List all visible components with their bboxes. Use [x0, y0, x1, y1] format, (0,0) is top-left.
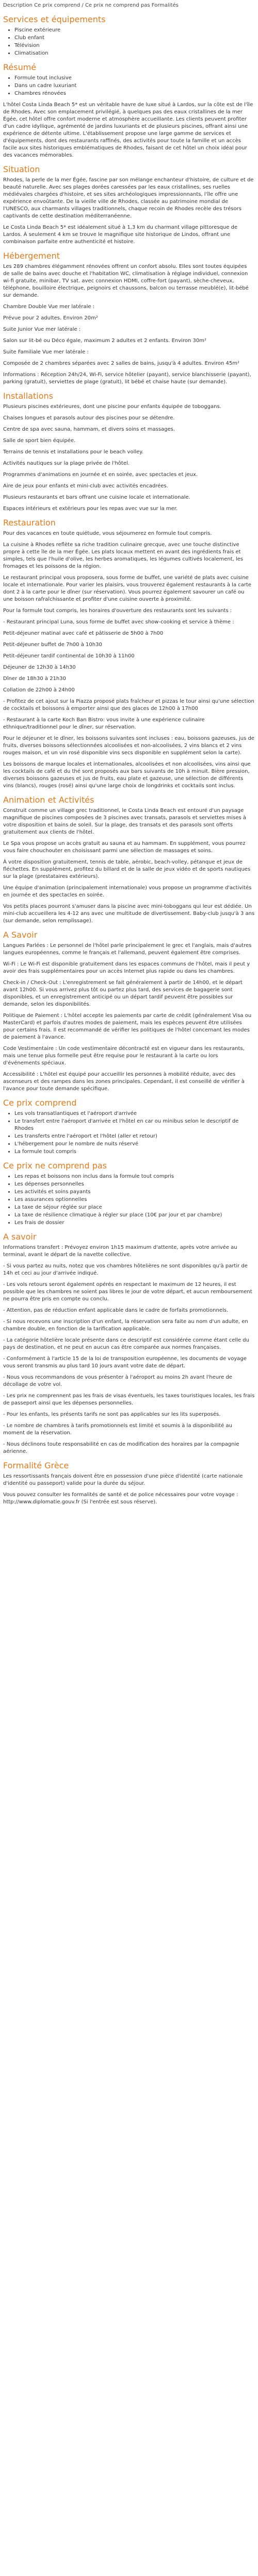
hebergement-p6: Suite Familiale Vue mer latérale : [3, 349, 89, 355]
installations-p8: Aire de jeux pour enfants et mini-club avec activités encadrées. [3, 483, 168, 489]
list-item: • Formule tout inclusive [14, 75, 255, 82]
savoir-p1: Langues Parlées : Le personnel de l'hôtel parle principalement le grec et l'anglais, mais d'autres langues européennes, comme le français et l'allemand, peuvent également être comprises. [3, 943, 252, 956]
ne-comprend-title: Ce prix ne comprend pas [3, 1161, 107, 1171]
installations-p9: Plusieurs restaurants et bars offrant une cuisine locale et internationale. [3, 495, 190, 500]
restauration-p2: La cuisine à Rhodes reflète sa riche tradition culinaire grecque, avec une touche distinctive propre à cette île de la mer Égée. Les plats locaux mettent en avant des ingrédients frais et simples, tels que l'huile d'olive, les herbes aromatiques, les légumes cultivés localement, les fromages et les poissons de la région. [3, 542, 244, 569]
list-item: • Les vols transatlantiques et l'aéroport d'arrivée [14, 1110, 255, 1117]
restauration-title: Restauration [3, 518, 56, 528]
avoir-p5: - Si nous recevons une inscription d'un enfant, la réservation sera faite au nom d'un adulte, en chambre double, en fonction de la tarification applicable. [3, 1319, 248, 1332]
formalite-title: Formalité Grèce [3, 1461, 69, 1470]
hebergement-p3: Prévue pour 2 adultes. Environ 20m² [3, 315, 98, 321]
savoir-p6: Accessibilité : L'hôtel est équipé pour accueillir les personnes à mobilité réduite, avec des ascenseurs et des rampes dans les zones principales. Cependant, il est conseillé de vérifier à l'avance pour toute demande spécifique. [3, 1072, 245, 1092]
list-item: • Chambres rénovées [14, 90, 255, 97]
list-item: • Les assurances optionnelles [14, 1196, 255, 1204]
hebergement-p1: Les 289 chambres élégamment rénovées offrent un confort absolu. Elles sont toutes équipées de salle de bains avec douche et l'habitation WC, climatisation à réglage individuel, connexion wi-fi gratuite, minibar, TV sat. avec connexion HDMI, coffre-fort (payant), sèche-cheveux, téléphone, bouilloire électrique, peignoirs et chaussons, balcon ou terrasse meublé(e), lit-bébé sur demande. [3, 264, 249, 298]
restauration-p6: Petit-déjeuner matinal avec café et pâtisserie de 5h00 à 7h00 [3, 631, 164, 636]
installations-title: Installations [3, 391, 53, 401]
restauration-p7: Petit-déjeuner buffet de 7h00 à 10h30 [3, 642, 102, 648]
avoir-p6: - La catégorie hôtelière locale présente dans ce descriptif est considérée comme étant celle du pays de destination, et ne peut en aucun cas être comparée aux normes françaises. [3, 1337, 249, 1350]
restauration-p4: Pour la formule tout compris, les horaires d'ouverture des restaurants sont les suivants : [3, 608, 232, 614]
resume-paragraph: L'hôtel Costa Linda Beach 5* est un véritable havre de luxe situé à Lardos, sur la côte est de l'île de Rhodes. Avec son emplacement privilégié, à quelques pas des eaux cristallines de la mer Égée, cet hôtel offre confort moderne et atmosphère accueillante. Les clients peuvent profiter d'un cadre idyllique, agrémenté de jardins luxuriants et de plusieurs piscines, offrant ainsi une expérience de détente ultime. L'établissement propose une large gamme de services et d'équipements, dont des restaurants raffinés, des activités pour toute la famille et un accès facile aux sites historiques emblématiques de Rhodes, faisant de cet hôtel un choix idéal pour des vacances mémorables. [3, 102, 253, 158]
resume-list [3, 75, 255, 97]
installations-p3: Centre de spa avec sauna, hammam, et divers soins et massages. [3, 427, 175, 432]
savoir-p3: Check-in / Check-Out : L'enregistrement se fait généralement à partir de 14h00, et le départ avant 12h00. Si vous arrivez plus tôt ou partez plus tard, des services de bagagerie sont disponibles, et un enregistrement anticipé ou un départ tardif peuvent être possibles sur demande, selon les disponibilités. [3, 980, 243, 1007]
list-item: • Piscine extérieure [14, 27, 255, 34]
formalite-p2: Vous pouvez consulter les formalités de santé et de police nécessaires pour votre voyage : http://www.diplomatie.gouv.fr (Si l'entrée est sous réserve). [3, 1492, 238, 1505]
avoir-p3: - Les vols retours seront également opérés en respectant le maximum de 12 heures, il est possible que les chambres ne soient pas libres le jour de votre départ, et aucun remboursement ne pourra être pris en compte ou conclu. [3, 1282, 252, 1302]
list-item: • Club enfant [14, 35, 255, 42]
hebergement-p2: Chambre Double Vue mer latérale : [3, 304, 95, 310]
restauration-p1: Pour des vacances en toute quiétude, vous séjournerez en formule tout compris. [3, 531, 212, 536]
intro-text: Description Ce prix comprend / Ce prix ne comprend pas Formalités [3, 3, 179, 8]
savoir-p4: Politique de Paiement : L'hôtel accepte les paiements par carte de crédit (généralement Visa ou MasterCard) et parfois d'autres modes de paiement, mais les espèces peuvent être utilisées pour certains frais. Il est recommandé de vérifier les politiques de l'hôtel concernant les modes de paiement à l'avance. [3, 1013, 252, 1040]
restauration-p13: - Restaurant à la carte Koch Ban Bistro: vous invite à une expérience culinaire ethnique/traditionnel pour le dîner, sur réservation. [3, 717, 205, 730]
restauration-p12: - Profitez de cet ajout sur la Piazza proposé plats fraîcheur et pizzas le tour ainsi qu'une sélection de cocktails et boissons à emporter ainsi que des glaces de 12h00 à 17h00 [3, 699, 254, 711]
list-item: • Télévision [14, 42, 255, 49]
situation-p1: Rhodes, la perle de la mer Égée, fascine par son mélange enchanteur d'histoire, de culture et de beauté naturelle. Avec ses plages dorées caressées par les eaux cristallines, ses ruelles médiévales chargées d'histoire, et ses sites archéologiques impressionnants, l'île offre une expérience envoûtante. De la vieille ville de Rhodes, classée au patrimoine mondial de l'UNESCO, aux charmants villages traditionnels, chaque recoin de Rhodes recèle des trésors captivants de cette destination méditerranéenne. [3, 177, 254, 219]
list-item: • Les activités et soins payants [14, 1189, 255, 1196]
restauration-p9: Déjeuner de 12h30 à 14h30 [3, 665, 76, 670]
savoir-p5: Code Vestimentaire : Un code vestimentaire décontracté est en vigueur dans les restaurants, mais une tenue plus formelle peut être requise pour le restaurant à la carte ou lors d'événements spéciaux. [3, 1046, 245, 1066]
list-item: • La formule tout compris [14, 1148, 255, 1156]
restauration-p8: Petit-déjeuner tardif continental de 10h30 à 11h00 [3, 653, 135, 659]
list-item: • Les dépenses personnelles [14, 1181, 255, 1188]
situation-p2: Le Costa Linda Beach 5* est idéalement situé à 1,3 km du charmant village pittoresque de Lardos. À seulement 4 km se trouve le magnifique site historique de Lindos, offrant une combinaison parfaite entre authenticité et histoire. [3, 225, 238, 245]
animation-p1: Construit comme un village grec traditionnel, le Costa Linda Beach est entouré d'un paysage magnifique de piscines composées de 3 piscines avec transats, parasols et serviettes mises à votre disposition et bains de soleil. Sur la plage, des transats et des parasols sont offerts gratuitement aux clients de l'hôtel. [3, 808, 247, 835]
list-item: • Dans un cadre luxuriant [14, 82, 255, 90]
resume-title: Résumé [3, 62, 37, 72]
installations-p2: Chaises longues et parasols autour des piscines pour se détendre. [3, 415, 175, 421]
services-title: Services et équipements [3, 14, 106, 24]
avoir-p9: - Les prix ne comprennent pas les frais de visas éventuels, les taxes touristiques locales, les frais de passeport ainsi que les dépenses personnelles. [3, 1393, 255, 1406]
restauration-p3: Le restaurant principal vous proposera, sous forme de buffet, une variété de plats avec cuisine locale et internationale. Pour varier les plaisirs, vous trouverez également restaurants à la carte dont 2 à la carte pour le dîner (sur réservation). Vous pourrez également savourer un café ou une boisson rafraîchissante et profiter d'une cuisine ouverte à proximité. [3, 575, 252, 602]
hebergement-p4: Suite Junior Vue mer latérale : [3, 327, 81, 332]
avoir-p4: - Attention, pas de réduction enfant applicable dans le cadre de forfaits promotionnels. [3, 1308, 229, 1313]
savoir-title: A Savoir [3, 930, 38, 940]
list-item: • La taxe de résilience climatique à régler sur place (10€ par jour et par chambre) [14, 1212, 255, 1219]
avoir-p8: - Nous vous recommandons de vous présenter à l'aéroport au moins 2h avant l'heure de décollage de votre vol. [3, 1375, 232, 1387]
list-item: • Les repas et boissons non inclus dans la formule tout compris [14, 1173, 255, 1180]
list-item: • Le transfert entre l'aéroport d'arrivée et l'hôtel en car ou minibus selon le descriptif de Rhodes [14, 1118, 255, 1132]
animation-title: Animation et Activités [3, 795, 94, 805]
installations-p5: Terrains de tennis et installations pour le beach volley. [3, 449, 143, 455]
list-item: • L'hébergement pour le nombre de nuits réservé [14, 1141, 255, 1148]
list-item: • Les frais de dossier [14, 1219, 255, 1227]
restauration-p10: Dîner de 18h30 à 21h30 [3, 676, 66, 682]
list-item: • Climatisation [14, 50, 255, 57]
animation-p3: À votre disposition gratuitement, tennis de table, aérobic, beach-volley, pétanque et jeux de fléchettes. En supplément, profitez du billard et de la salle de jeux vidéo et de sports nautiques sur la plage (prestataires extérieurs). [3, 859, 251, 879]
formalite-p1: Les ressortissants français doivent être en possession d'une pièce d'identité (carte nationale d'identité ou passeport) valide pour la durée du séjour. [3, 1473, 243, 1486]
avoir-p2: - Si vous partez au nuits, notez que vos chambres hôtelières ne sont disponibles qu'à partir de 14h et ceci au jour d'arrivée indiqué. [3, 1263, 248, 1276]
installations-p4: Salle de sport bien équipée. [3, 438, 76, 444]
list-item: • La taxe de séjour réglée sur place [14, 1204, 255, 1211]
hebergement-p5: Salon sur lit-bé ou Déco égale, maximum 2 adultes et 2 enfants. Environ 30m² [3, 338, 206, 344]
avoir-title: A savoir [3, 1232, 37, 1242]
restauration-p11: Collation de 22h00 à 24h00 [3, 687, 75, 693]
animation-p2: Le Spa vous propose un accès gratuit au sauna et au hammam. En supplément, vous pourrez vous faire chouchouter en choisissant parmi une sélection de massages et soins. [3, 841, 246, 854]
animation-p4: Une équipe d'animation (principalement internationale) vous propose un programme d'activités en journée et des spectacles en soirée. [3, 885, 252, 898]
hebergement-p8: Informations : Réception 24h/24, Wi-Fi, service hôtelier (payant), service blanchisserie (payant), parking (gratuit), serviettes de plage (gratuit), lit bébé et chaise haute (sur demande). [3, 372, 251, 385]
ne-comprend-list [3, 1173, 255, 1227]
restauration-p15: Les boissons de marque locales et internationales, alcoolisées et non alcoolisées, vins ainsi que les cocktails de café et du thé sont proposés aux bars suivants de 10h à minuit. Bière pression, diverses boissons gazeuses et jus de fruits, eau plate et gazeuse, une sélection de différents vins (blancs), rouges (rosé) ainsi qu'une large choix de longdrinks et cocktails sont inclus. [3, 761, 251, 789]
situation-title: Situation [3, 164, 40, 174]
avoir-p11: - Le nombre de chambres à tarifs promotionnels est limité et soumis à la disponibilité au moment de la réservation. [3, 1423, 232, 1436]
installations-p10: Espaces intérieurs et extérieurs pour les repas avec vue sur la mer. [3, 506, 178, 512]
installations-p7: Programmes d'animations en journée et en soirée, avec spectacles et jeux. [3, 472, 198, 478]
savoir-p2: Wi-Fi : Le Wi-Fi est disponible gratuitement dans les espaces communs de l'hôtel, mais il peut y avoir des frais supplémentaires pour un accès Internet plus rapide ou dans les chambres. [3, 961, 250, 974]
installations-p1: Plusieurs piscines extérieures, dont une piscine pour enfants équipée de toboggans. [3, 404, 221, 410]
hebergement-p7: Composée de 2 chambres séparées avec 2 salles de bains, jusqu'à 4 adultes. Environ 45m² [3, 361, 240, 366]
list-item: • Les transferts entre l'aéroport et l'hôtel (aller et retour) [14, 1133, 255, 1140]
avoir-p10: - Pour les enfants, les présents tarifs ne sont pas applicables sur les lits superposés. [3, 1412, 221, 1417]
comprend-title: Ce prix comprend [3, 1098, 77, 1108]
services-list [3, 27, 255, 57]
restauration-p14: Pour le déjeuner et le dîner, les boissons suivantes sont incluses : eau, boissons gazeuses, jus de fruits, diverses boissons sélectionnées alcoolisées et non-alcoolisées, 2 vins blancs et 2 vins rouges maison, et un vin rosé disponible vins secs disponible en supplément selon la carte). [3, 736, 254, 756]
restauration-p5: - Restaurant principal Luna, sous forme de buffet avec show-cooking et service à thème : [3, 619, 234, 625]
avoir-p1: Informations transfert : Prévoyez environ 1h15 maximum d'attente, après votre arrivée au terminal, avant le départ de la navette collective. [3, 1245, 237, 1258]
comprend-list [3, 1110, 255, 1156]
avoir-p7: - Conformément à l'article 15 de la loi de transposition européenne, les documents de voyage vous seront transmis au plus tard 10 jours avant votre date de départ. [3, 1356, 247, 1369]
installations-p6: Activités nautiques sur la plage privée de l'hôtel. [3, 461, 130, 466]
hebergement-title: Hébergement [3, 251, 60, 261]
avoir-p12: - Nous déclinons toute responsabilité en cas de modification des horaires par la compagnie aérienne. [3, 1442, 239, 1454]
animation-p5: Vos petits places pourront s'amuser dans la piscine avec mini-toboggans qui leur est dédiée. Un mini-club accueillera les 4-12 ans avec une multitude de divertissement. Baby-club jusqu'à 3 ans (sur demande, selon remplissage). [3, 904, 255, 924]
